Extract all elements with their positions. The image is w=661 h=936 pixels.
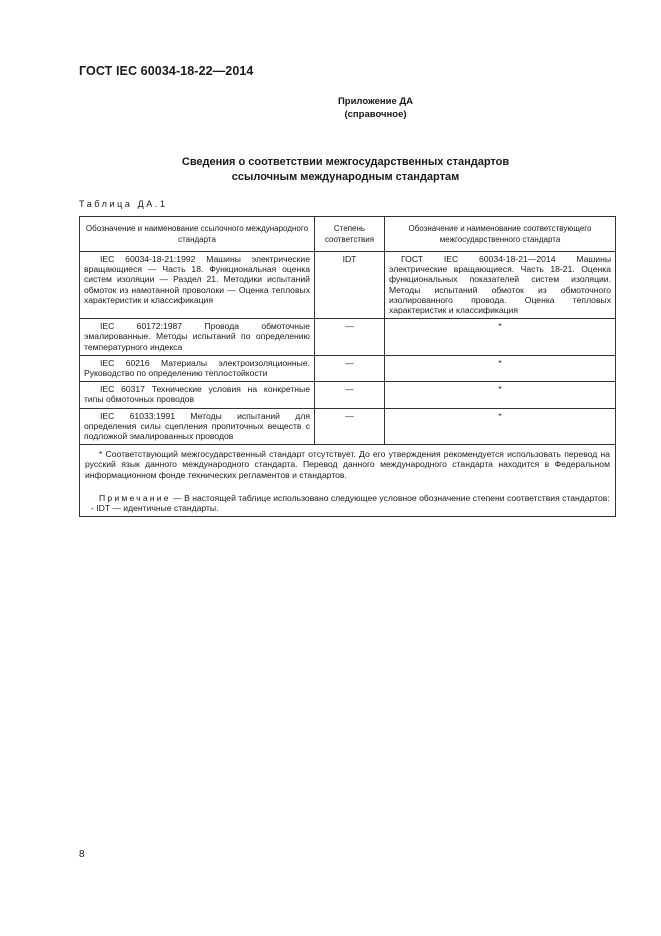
column-header-degree: Степень соответствия: [315, 217, 385, 252]
table-notes-cell: [80, 445, 616, 517]
national-standard-cell: *: [385, 319, 616, 356]
degree-cell: —: [315, 408, 385, 445]
table-notes-row: [80, 445, 616, 517]
column-header-reference: Обозначение и наименование ссылочного международного стандарта: [80, 217, 315, 252]
table-row: [80, 382, 616, 408]
annex-subtitle: (справочное): [344, 109, 407, 120]
table-row: [80, 408, 616, 445]
national-standard-cell: *: [385, 355, 616, 381]
table-header-row: [80, 217, 616, 252]
column-header-national: Обозначение и наименование соответствующего межгосударственного стандарта: [385, 217, 616, 252]
degree-cell: IDT: [315, 252, 385, 319]
note-list-item: - IDT — идентичные стандарты.: [91, 503, 219, 514]
national-standard-cell: *: [385, 382, 616, 408]
degree-cell: —: [315, 355, 385, 381]
note-label: Примечание: [99, 492, 171, 503]
degree-cell: —: [315, 319, 385, 356]
reference-standard-cell: IEC 60172:1987 Провода обмоточные эмалированные. Методы испытаний по определению температурного индекса: [80, 319, 315, 356]
table-row: [80, 252, 616, 319]
annex-title: Приложение ДА: [337, 96, 414, 107]
table-caption: Таблица ДА.1: [79, 199, 168, 209]
document-header: ГОСТ IEC 60034-18-22—2014: [79, 64, 254, 78]
correspondence-table: [79, 216, 616, 517]
national-standard-cell: *: [385, 408, 616, 445]
table-row: [80, 319, 616, 356]
page-number: 8: [79, 849, 85, 860]
reference-standard-cell: IEC 60216 Материалы электроизоляционные. Руководство по определению теплостойкости: [80, 355, 315, 381]
table-note: [85, 493, 610, 503]
section-title-line-2: ссылочным международным стандартам: [231, 171, 460, 183]
note-text: — В настоящей таблице использовано следующее условное обозначение степени соответствия стандартов:: [170, 492, 610, 503]
section-title-line-1: Сведения о соответствии межгосударственных стандартов: [181, 156, 510, 168]
degree-cell: —: [315, 382, 385, 408]
reference-standard-cell: IEC 60317 Технические условия на конкретные типы обмоточных проводов: [80, 382, 315, 408]
table-footnote: * Соответствующий межгосударственный стандарт отсутствует. До его утверждения рекомендуется использовать перевод на русский язык данного международного стандарта. Перевод данного международного стандарта находится в Федеральном информационном фонде технических регламентов и стандартов.: [85, 449, 610, 480]
table-row: [80, 355, 616, 381]
national-standard-cell: ГОСТ IEC 60034-18-21—2014 Машины электрические вращающиеся. Часть 18-21. Оценка функциональных показателей систем изоляции. Методы испытаний обмоток из обмоточного изолированного провода. Оценка тепловых характеристик и классификация: [385, 252, 616, 319]
reference-standard-cell: IEC 60034-18-21:1992 Машины электрические вращающиеся — Часть 18. Функциональная оценка систем изоляции — Раздел 21. Методики испытаний обмоток из намотанной проволоки — Оценка тепловых характеристик и классификация: [80, 252, 315, 319]
reference-standard-cell: IEC 61033:1991 Методы испытаний для определения силы сцепления пропиточных веществ с подложкой эмалированных проводов: [80, 408, 315, 445]
